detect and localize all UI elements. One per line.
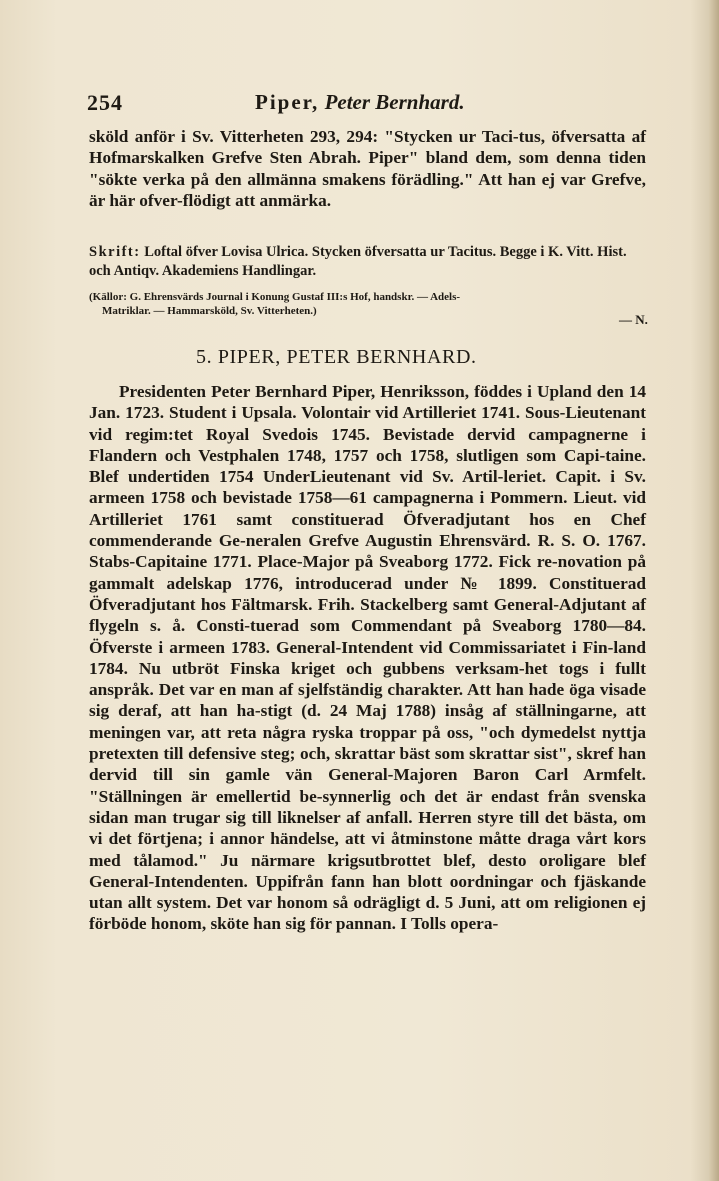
skrift-note: [89, 243, 646, 281]
skrift-text: Loftal öfver Lovisa Ulrica. Stycken öfversatta ur Tacitus. Begge i K. Vitt. Hist. och Antiqv. Akademiens Handlingar.: [89, 244, 627, 279]
author-signature: — N.: [619, 312, 648, 327]
intro-paragraph: sköld anför i Sv. Vitterheten 293, 294: "Stycken ur Taci-tus, öfversatta af Hofmarskalken Grefve Sten Abrah. Piper" bland dem, som denna tiden "sökte verka på den allmänna smakens förädling." Att han ej var Grefve, är här ofver-flödigt att anmärka.: [89, 127, 646, 210]
section-heading: [196, 346, 477, 369]
section-title: PIPER, PETER BERNHARD.: [217, 346, 477, 368]
sources-text-2: Matriklar. — Hammarsköld, Sv. Vitterheten.): [102, 305, 317, 317]
biography-paragraph: Presidenten Peter Bernhard Piper, Henriksson, föddes i Upland den 14 Jan. 1723. Student i Upsala. Volontair vid Artilleriet 1741. Sous-Lieutenant vid regim:tet Royal Svedois 1745. Bevistade dervid campagnerne i Flandern och Vestphalen 1748, 1757 och 1758, slutligen som Capi-taine. Blef undertiden 1754 UnderLieutenant vid Sv. Artil-leriet. Capit. i Sv. armeen 1758 och bevistade 1758—61 campagnerna i Pommern. Lieut. vid Artilleriet 1761 samt constituerad Öfveradjutant hos en Chef commenderande Ge-neralen Grefve Augustin Ehrensvärd. R. S. O. 1767. Stabs-Capitaine 1771. Place-Major på Sveaborg 1772. Fick re-novation på gammalt adelskap 1776, introducerad under № 1899. Constituerad Öfveradjutant hos Fältmarsk. Frih. Stackelberg samt General-Adjutant af flygeln s. å. Consti-tuerad som Commendant på Sveaborg 1780—84. Öfverste i armeen 1783. General-Intendent vid Commissariatet i Fin-land 1784. Nu utbröt Finska kriget och gubbens verksam-het togs i fullt anspråk. Det var en man af sjelfständig charakter. Att han hade öga visade sig deraf, att han ha-stigt (d. 24 Maj 1788) insåg af ställningarne, att meningen var, att reta några ryska troppar på oss, "och dymedelst nyttja pretexten till defensive steg; och, skrattar bäst som skrattar sist", skref han dervid till sin gamle vän General-Majoren Baron Carl Armfelt. "Ställningen är emellertid be-synnerlig och det är endast från svenska sidan man trugar sig till liknelser af anfall. Herren styre till det bästa, om vi det förtjena; i annor händelse, att vi åtminstone måtte draga vårt kors med tålamod." Ju närmare krigsutbrottet blef, desto oroligare blef General-Intendenten. Uppifrån fann han blott oordningar och fjäskande utan allt system. Det var honom så odrägligt d. 5 Juni, att om religionen ej förböde honom, sköte han sig för pannan. I Tolls opera-: [89, 382, 646, 934]
sources-note: [89, 290, 646, 318]
running-head: [255, 90, 465, 115]
biography-block: [89, 381, 646, 935]
page-number: 254: [87, 90, 123, 115]
page-header: [87, 90, 647, 120]
section-number: 5.: [196, 346, 213, 368]
sources-label: (Källor:: [89, 291, 127, 303]
sources-line-1: [89, 290, 646, 304]
running-head-surname: Piper,: [255, 90, 320, 114]
sources-text-1: G. Ehrensvärds Journal i Konung Gustaf III:s Hof, handskr. — Adels-: [129, 291, 461, 303]
intro-paragraph-block: [89, 126, 646, 211]
running-head-names: Peter Bernhard.: [324, 90, 465, 114]
skrift-label: Skrift:: [89, 244, 141, 260]
page-edge: [709, 0, 719, 1181]
